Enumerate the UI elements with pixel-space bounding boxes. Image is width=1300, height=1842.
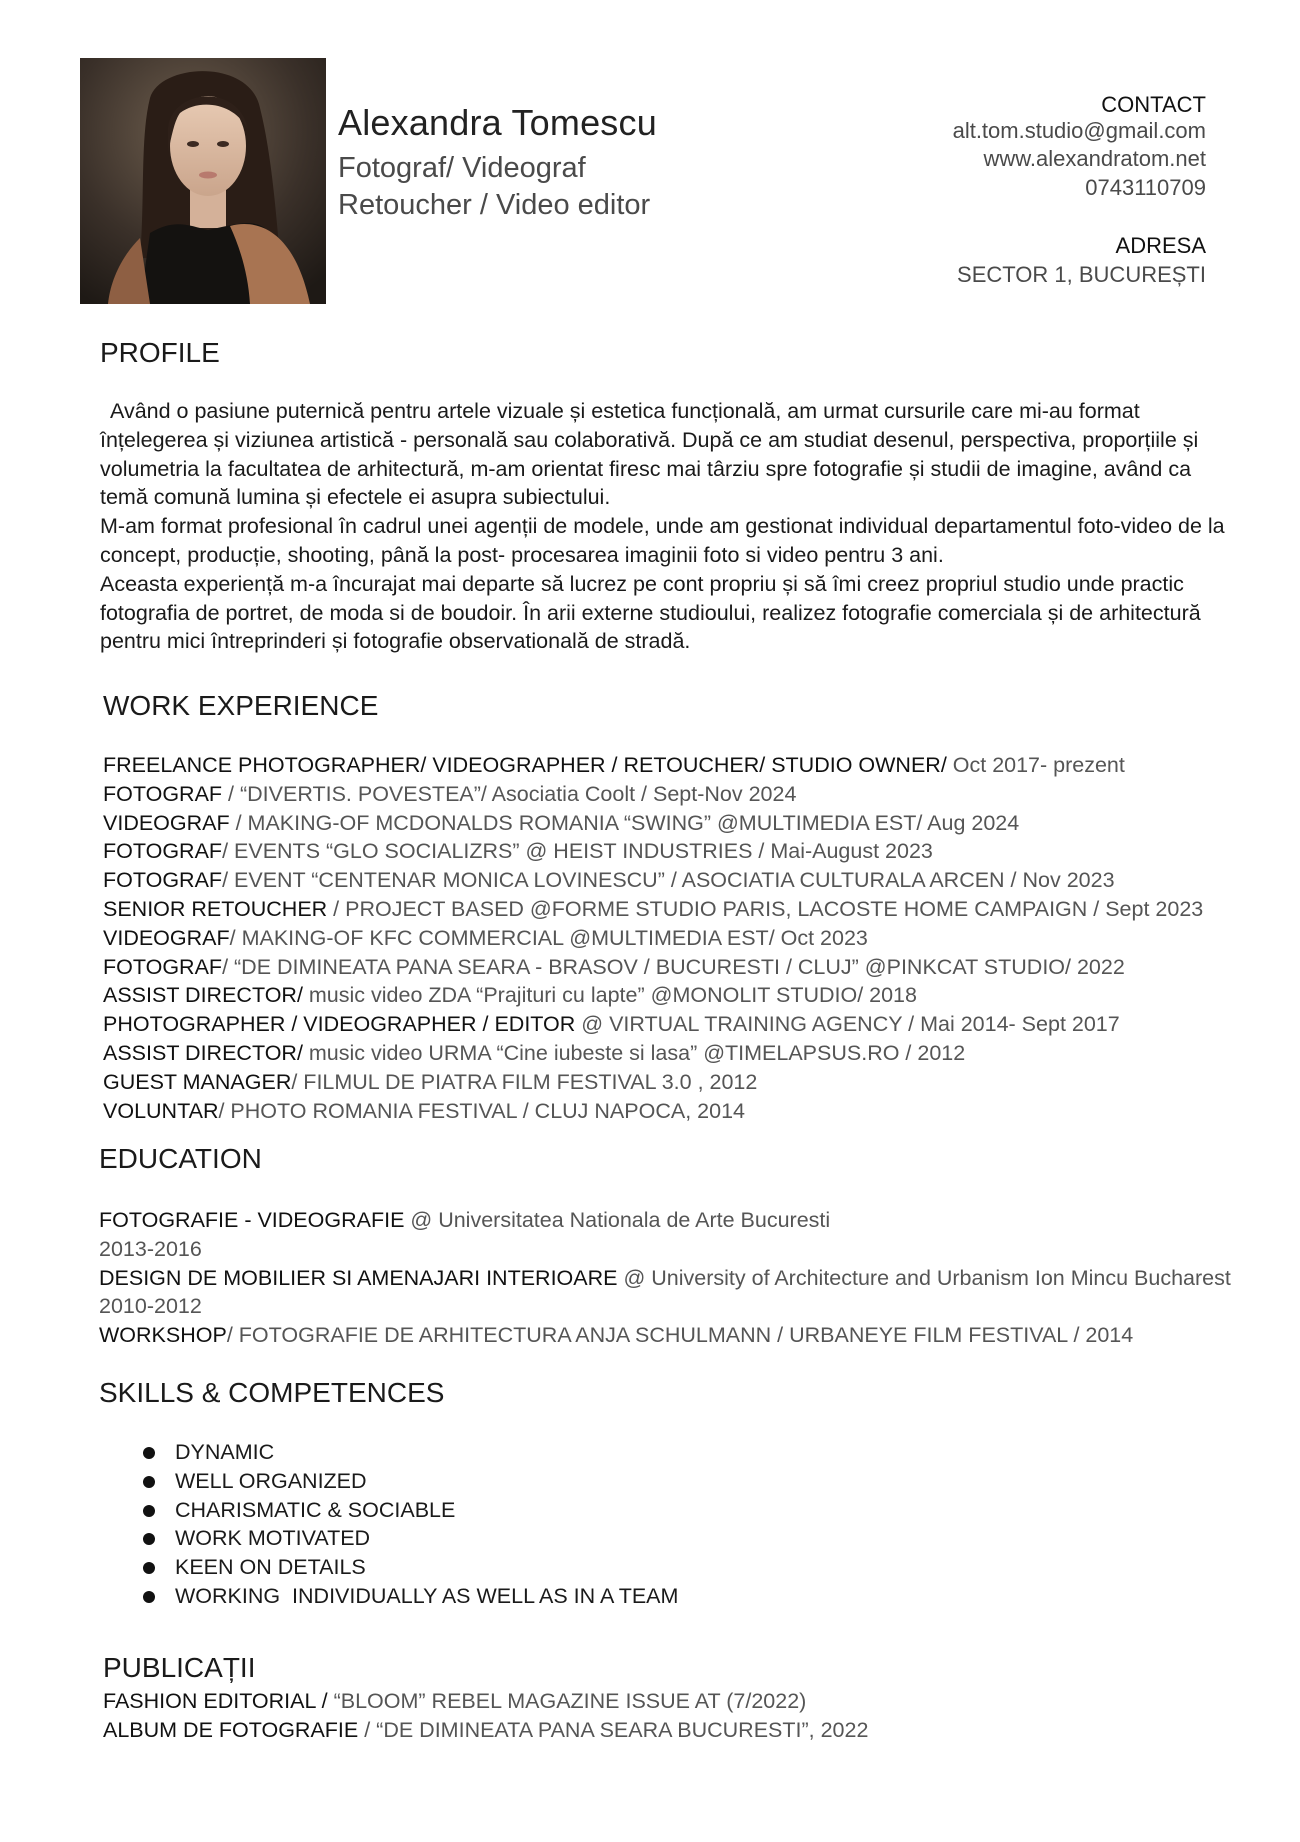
work-experience-list (103, 751, 1253, 1125)
work-role: FOTOGRAF (103, 868, 223, 893)
education-item (99, 1321, 1279, 1350)
profile-paragraph: M-am format profesional în cadrul unei agenții de modele, unde am gestionat individual departamentul foto-video de la concept, producție, shooting, până la post- procesarea imaginii foto si video pentru 3 ani. (100, 514, 1225, 567)
work-role: VIDEOGRAF (103, 810, 236, 835)
work-role: GUEST MANAGER (103, 1069, 292, 1094)
work-detail: / MAKING-OF MCDONALDS ROMANIA “SWING” @MULTIMEDIA EST/ Aug 2024 (235, 810, 1020, 835)
education-item (99, 1264, 1279, 1293)
work-role: SENIOR RETOUCHER (103, 896, 334, 921)
contact-heading: CONTACT (1101, 92, 1206, 117)
skill-label: DYNAMIC (175, 1440, 275, 1464)
skill-label: KEEN ON DETAILS (175, 1555, 366, 1580)
work-item (103, 809, 1253, 838)
education-name: DESIGN DE MOBILIER SI AMENAJARI INTERIOARE (99, 1265, 618, 1290)
education-years: 2010-2012 (99, 1294, 202, 1319)
publication-detail: “BLOOM” REBEL MAGAZINE ISSUE AT (7/2022) (333, 1689, 807, 1713)
skill-label: WORK MOTIVATED (175, 1526, 371, 1551)
work-detail: / EVENTS “GLO SOCIALIZRS” @ HEIST INDUSTRIES / Mai-August 2023 (222, 839, 933, 864)
skill-item (143, 1582, 678, 1611)
bullet-icon (143, 1562, 155, 1574)
work-detail: music video ZDA “Prajituri cu lapte” @MONOLIT STUDIO/ 2018 (302, 983, 917, 1008)
work-item (103, 1068, 1253, 1097)
skill-item (143, 1524, 678, 1553)
education-list (99, 1206, 1279, 1350)
work-detail: / “DE DIMINEATA PANA SEARA - BRASOV / BUCURESTI / CLUJ” @PINKCAT STUDIO/ 2022 (222, 954, 1125, 979)
work-item (103, 866, 1253, 895)
work-detail: @ VIRTUAL TRAINING AGENCY / Mai 2014- Sept 2017 (575, 1012, 1120, 1037)
work-item (103, 895, 1253, 924)
education-item (99, 1206, 1279, 1235)
work-role: ASSIST DIRECTOR/ (103, 1040, 303, 1065)
profile-paragraph: Aceasta experiență m-a încurajat mai departe să lucrez pe cont propriu și să îmi creez propriul studio unde practic fotografia de portret, de moda si de boudoir. În arii externe studioului, realizez fotografie comerciala și de arhitectură pentru mici întreprinderi și fotografie observatională de stradă. (100, 571, 1201, 654)
bullet-icon (143, 1591, 155, 1603)
work-detail: / MAKING-OF KFC COMMERCIAL @MULTIMEDIA EST/ Oct 2023 (229, 925, 868, 950)
contact-phone[interactable]: 0743110709 (1085, 175, 1206, 200)
work-experience-heading: WORK EXPERIENCE (103, 690, 379, 721)
work-role: FOTOGRAF (103, 781, 229, 806)
profile-text (100, 397, 1236, 656)
work-role: PHOTOGRAPHER / VIDEOGRAPHER / EDITOR (103, 1012, 576, 1037)
job-title-line1: Fotograf/ Videograf (338, 152, 586, 184)
work-item (103, 924, 1253, 953)
profile-heading: PROFILE (100, 337, 220, 368)
work-detail: Oct 2017- prezent (946, 753, 1125, 777)
skill-label: WELL ORGANIZED (175, 1468, 367, 1493)
work-item (103, 1010, 1253, 1039)
skill-item (143, 1553, 678, 1582)
address-value: SECTOR 1, BUCUREȘTI (957, 262, 1206, 287)
work-detail: / EVENT “CENTENAR MONICA LOVINESCU” / ASOCIATIA CULTURALA ARCEN / Nov 2023 (222, 868, 1115, 893)
work-item (103, 981, 1253, 1010)
bullet-icon (143, 1533, 155, 1545)
work-item (103, 780, 1253, 809)
publication-item (103, 1687, 868, 1716)
work-role: FOTOGRAF (103, 839, 223, 864)
education-name: FOTOGRAFIE - VIDEOGRAFIE (99, 1208, 411, 1232)
skill-item (143, 1496, 678, 1525)
candidate-name: Alexandra Tomescu (338, 102, 657, 143)
publication-detail: / “DE DIMINEATA PANA SEARA BUCURESTI”, 2022 (364, 1717, 869, 1742)
education-heading: EDUCATION (99, 1143, 262, 1174)
skill-label: WORKING INDIVIDUALLY AS WELL AS IN A TEAM (175, 1583, 679, 1608)
work-role: VOLUNTAR (103, 1098, 219, 1123)
education-detail: @ Universitatea Nationala de Arte Bucuresti (410, 1208, 831, 1232)
education-detail: @ University of Architecture and Urbanism Ion Mincu Bucharest (617, 1265, 1231, 1290)
education-name: WORKSHOP (99, 1323, 227, 1348)
work-item (103, 751, 1253, 780)
publication-name: FASHION EDITORIAL / (103, 1689, 334, 1713)
work-item (103, 1039, 1253, 1068)
education-years: 2013-2016 (99, 1236, 202, 1261)
contact-email[interactable]: alt.tom.studio@gmail.com (952, 118, 1206, 143)
publication-item (103, 1716, 868, 1745)
job-title-line2: Retoucher / Video editor (338, 189, 651, 221)
bullet-icon (143, 1476, 155, 1488)
work-role: ASSIST DIRECTOR/ (103, 983, 303, 1008)
work-detail: / “DIVERTIS. POVESTEA”/ Asociatia Coolt / Sept-Nov 2024 (228, 781, 797, 806)
work-item (103, 953, 1253, 982)
contact-website[interactable]: www.alexandratom.net (983, 146, 1206, 171)
profile-paragraph: Având o pasiune puternică pentru artele vizuale și estetica funcțională, am urmat cursurile care mi-au format înțelegerea și viziunea artistică - personală sau colaborativă. După ce am studiat desenul, perspectiva, proporțiile și volumetria la facultatea de arhitectură, m-am orientat firesc mai târziu spre fotografie și studii de imagine, având ca temă comună lumina și efectele ei asupra subiectului. (100, 399, 1199, 510)
work-detail: music video URMA “Cine iubeste si lasa” @TIMELAPSUS.RO / 2012 (302, 1040, 966, 1065)
bullet-icon (143, 1447, 155, 1459)
work-role: FOTOGRAF (103, 954, 223, 979)
work-detail: / PHOTO ROMANIA FESTIVAL / CLUJ NAPOCA, 2014 (218, 1098, 745, 1123)
portrait-photo-icon (80, 58, 326, 304)
publication-name: ALBUM DE FOTOGRAFIE (103, 1717, 365, 1742)
work-item (103, 837, 1253, 866)
skill-label: CHARISMATIC & SOCIABLE (175, 1497, 456, 1522)
skill-item (143, 1467, 678, 1496)
work-detail: / FILMUL DE PIATRA FILM FESTIVAL 3.0 , 2012 (291, 1069, 758, 1094)
work-detail: / PROJECT BASED @FORME STUDIO PARIS, LACOSTE HOME CAMPAIGN / Sept 2023 (333, 896, 1204, 921)
education-detail: / FOTOGRAFIE DE ARHITECTURA ANJA SCHULMANN / URBANEYE FILM FESTIVAL / 2014 (226, 1323, 1134, 1348)
publications-list (103, 1687, 868, 1745)
skills-list (143, 1438, 678, 1611)
publications-heading: PUBLICAȚII (103, 1652, 256, 1683)
work-role: FREELANCE PHOTOGRAPHER/ VIDEOGRAPHER / RETOUCHER/ STUDIO OWNER/ (103, 753, 947, 777)
bullet-icon (143, 1505, 155, 1517)
address-heading: ADRESA (1115, 233, 1206, 258)
skills-heading: SKILLS & COMPETENCES (99, 1377, 445, 1408)
skill-item (143, 1438, 678, 1467)
work-item (103, 1097, 1253, 1126)
work-role: VIDEOGRAF (103, 925, 230, 950)
portrait-photo (80, 58, 326, 304)
